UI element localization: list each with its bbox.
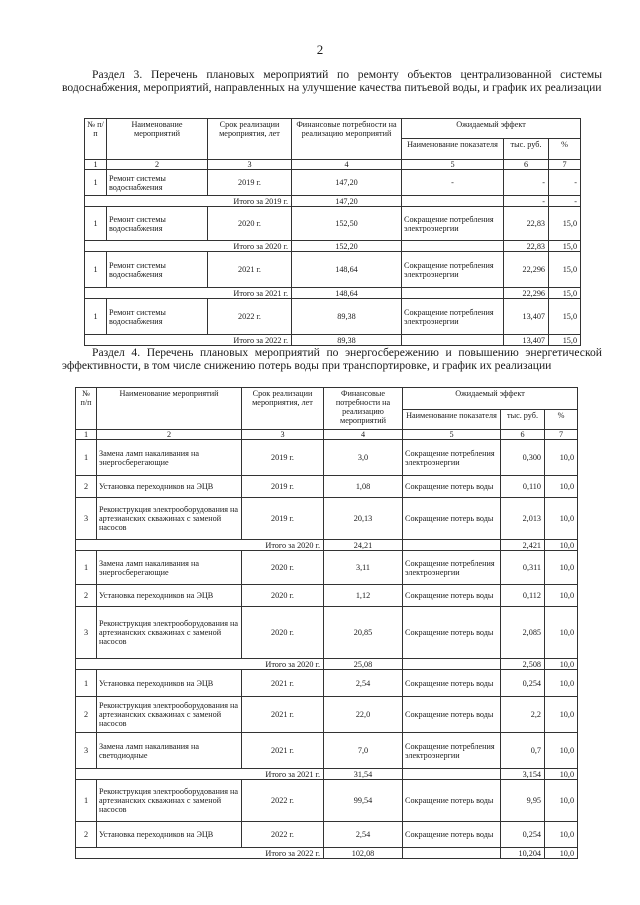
- column-number-row: [76, 430, 578, 440]
- measure-name: Ремонт системы водоснабжения: [107, 170, 208, 196]
- section3-heading-text: Раздел 3. Перечень плановых мероприятий по ремонту объектов централизованной системы водоснабжения, мероприятий, направленных на улучшение качества питьевой воды, и график их реализации: [62, 68, 602, 94]
- implementation-term: 2019 г.: [242, 440, 324, 476]
- header-name: Наименование мероприятий: [107, 119, 208, 160]
- total-blank: [403, 659, 501, 670]
- table-row: [76, 822, 578, 848]
- row-number: 2: [76, 476, 97, 498]
- total-row: [85, 241, 581, 252]
- total-percent: 15,0: [549, 241, 581, 252]
- total-label: Итого за 2020 г.: [76, 540, 324, 551]
- column-number-row: [85, 160, 581, 170]
- finance-amount: 148,64: [292, 252, 402, 288]
- effect-percent: 10,0: [545, 476, 578, 498]
- total-label: Итого за 2020 г.: [76, 659, 324, 670]
- effect-percent: 10,0: [545, 780, 578, 822]
- total-label: Итого за 2021 г.: [76, 769, 324, 780]
- finance-amount: 20,85: [324, 607, 403, 659]
- measure-name: Замена ламп накаливания на энергосберегающие: [97, 440, 242, 476]
- indicator-name: Сокращение потребления электроэнергии: [403, 551, 501, 585]
- measure-name: Реконструкция электрооборудования на артезианских скважинах с заменой насосов: [97, 780, 242, 822]
- column-number: 1: [85, 160, 107, 170]
- effect-thousand-rub: 13,407: [504, 299, 549, 335]
- indicator-name: Сокращение потерь воды: [403, 780, 501, 822]
- effect-thousand-rub: 0,254: [501, 822, 545, 848]
- total-row: [76, 659, 578, 670]
- effect-percent: 10,0: [545, 822, 578, 848]
- implementation-term: 2019 г.: [208, 170, 292, 196]
- total-blank: [403, 540, 501, 551]
- column-number: 7: [549, 160, 581, 170]
- indicator-name: Сокращение потребления электроэнергии: [402, 252, 504, 288]
- effect-thousand-rub: 22,83: [504, 207, 549, 241]
- finance-amount: 22,0: [324, 697, 403, 733]
- effect-percent: 10,0: [545, 733, 578, 769]
- total-finance: 31,54: [324, 769, 403, 780]
- total-row: [76, 540, 578, 551]
- column-number: 4: [324, 430, 403, 440]
- table-row: [76, 780, 578, 822]
- total-thousand-rub: 22,296: [504, 288, 549, 299]
- implementation-term: 2019 г.: [242, 498, 324, 540]
- table-row: [85, 207, 581, 241]
- total-finance: 24,21: [324, 540, 403, 551]
- total-thousand-rub: 2,508: [501, 659, 545, 670]
- indicator-name: Сокращение потребления электроэнергии: [403, 440, 501, 476]
- measure-name: Установка переходников на ЭЦВ: [97, 670, 242, 697]
- column-number: 3: [208, 160, 292, 170]
- total-finance: 147,20: [292, 196, 402, 207]
- total-percent: 15,0: [549, 335, 581, 346]
- indicator-name: Сокращение потерь воды: [403, 822, 501, 848]
- column-number: 2: [107, 160, 208, 170]
- total-row: [85, 196, 581, 207]
- total-row: [85, 335, 581, 346]
- effect-thousand-rub: 0,254: [501, 670, 545, 697]
- effect-percent: 10,0: [545, 551, 578, 585]
- total-finance: 148,64: [292, 288, 402, 299]
- total-blank: [402, 288, 504, 299]
- effect-percent: 15,0: [549, 299, 581, 335]
- section3-heading: [62, 68, 602, 94]
- table-row: [85, 252, 581, 288]
- effect-percent: 10,0: [545, 697, 578, 733]
- table-row: [76, 670, 578, 697]
- table-row: [76, 585, 578, 607]
- header-effect: Ожидаемый эффект: [403, 388, 578, 410]
- measure-name: Замена ламп накаливания на светодиодные: [97, 733, 242, 769]
- effect-thousand-rub: 0,7: [501, 733, 545, 769]
- finance-amount: 89,38: [292, 299, 402, 335]
- column-number: 7: [545, 430, 578, 440]
- row-number: 2: [76, 697, 97, 733]
- implementation-term: 2021 г.: [242, 733, 324, 769]
- indicator-name: -: [402, 170, 504, 196]
- indicator-name: Сокращение потребления электроэнергии: [402, 207, 504, 241]
- column-number: 6: [501, 430, 545, 440]
- finance-amount: 1,08: [324, 476, 403, 498]
- finance-amount: 3,0: [324, 440, 403, 476]
- effect-thousand-rub: 0,300: [501, 440, 545, 476]
- total-percent: 10,0: [545, 659, 578, 670]
- indicator-name: Сокращение потерь воды: [403, 670, 501, 697]
- finance-amount: 99,54: [324, 780, 403, 822]
- table-row: [85, 170, 581, 196]
- table-row: [76, 697, 578, 733]
- table-row: [76, 733, 578, 769]
- row-number: 1: [76, 780, 97, 822]
- effect-percent: 10,0: [545, 607, 578, 659]
- column-number: 6: [504, 160, 549, 170]
- page-number: 2: [316, 42, 324, 57]
- row-number: 1: [85, 299, 107, 335]
- column-number: 1: [76, 430, 97, 440]
- indicator-name: Сокращение потерь воды: [403, 607, 501, 659]
- effect-thousand-rub: 0,110: [501, 476, 545, 498]
- implementation-term: 2019 г.: [242, 476, 324, 498]
- row-number: 1: [85, 170, 107, 196]
- total-label: Итого за 2021 г.: [85, 288, 292, 299]
- table-row: [76, 476, 578, 498]
- total-thousand-rub: 13,407: [504, 335, 549, 346]
- total-label: Итого за 2022 г.: [76, 848, 324, 859]
- indicator-name: Сокращение потребления электроэнергии: [402, 299, 504, 335]
- section4-heading-text: Раздел 4. Перечень плановых мероприятий по энергосбережению и повышению энергетической эффективности, в том числе снижению потерь воды при транспортировке, и график их реализации: [62, 346, 602, 372]
- total-finance: 25,08: [324, 659, 403, 670]
- column-number: 2: [97, 430, 242, 440]
- total-percent: 10,0: [545, 848, 578, 859]
- measure-name: Ремонт системы водоснабжения: [107, 207, 208, 241]
- row-number: 1: [76, 551, 97, 585]
- total-blank: [402, 241, 504, 252]
- measure-name: Реконструкция электрооборудования на артезианских скважинах с заменой насосов: [97, 498, 242, 540]
- total-thousand-rub: -: [504, 196, 549, 207]
- row-number: 1: [85, 207, 107, 241]
- effect-thousand-rub: 2,2: [501, 697, 545, 733]
- header-finance: Финансовые потребности на реализацию мероприятий: [292, 119, 402, 160]
- total-percent: 10,0: [545, 769, 578, 780]
- implementation-term: 2022 г.: [208, 299, 292, 335]
- header-name: Наименование мероприятий: [97, 388, 242, 430]
- section4-table: [75, 387, 578, 859]
- total-finance: 89,38: [292, 335, 402, 346]
- effect-percent: 10,0: [545, 585, 578, 607]
- total-thousand-rub: 2,421: [501, 540, 545, 551]
- total-thousand-rub: 10,204: [501, 848, 545, 859]
- effect-thousand-rub: 0,112: [501, 585, 545, 607]
- measure-name: Установка переходников на ЭЦВ: [97, 476, 242, 498]
- total-thousand-rub: 3,154: [501, 769, 545, 780]
- indicator-name: Сокращение потерь воды: [403, 697, 501, 733]
- finance-amount: 2,54: [324, 670, 403, 697]
- finance-amount: 1,12: [324, 585, 403, 607]
- effect-thousand-rub: 2,085: [501, 607, 545, 659]
- effect-thousand-rub: 22,296: [504, 252, 549, 288]
- section3-table: [84, 118, 581, 346]
- indicator-name: Сокращение потерь воды: [403, 476, 501, 498]
- effect-thousand-rub: -: [504, 170, 549, 196]
- finance-amount: 3,11: [324, 551, 403, 585]
- header-effect: Ожидаемый эффект: [402, 119, 581, 139]
- implementation-term: 2020 г.: [242, 551, 324, 585]
- column-number: 3: [242, 430, 324, 440]
- measure-name: Замена ламп накаливания на энергосберегающие: [97, 551, 242, 585]
- total-finance: 152,20: [292, 241, 402, 252]
- total-percent: -: [549, 196, 581, 207]
- header-indicator: Наименование показателя: [403, 410, 501, 430]
- finance-amount: 2,54: [324, 822, 403, 848]
- column-number: 4: [292, 160, 402, 170]
- effect-percent: -: [549, 170, 581, 196]
- total-finance: 102,08: [324, 848, 403, 859]
- implementation-term: 2020 г.: [242, 607, 324, 659]
- implementation-term: 2020 г.: [242, 585, 324, 607]
- header-num: № п/п: [85, 119, 107, 160]
- table-row: [76, 607, 578, 659]
- finance-amount: 7,0: [324, 733, 403, 769]
- indicator-name: Сокращение потребления электроэнергии: [403, 733, 501, 769]
- table-row: [76, 498, 578, 540]
- effect-thousand-rub: 0,311: [501, 551, 545, 585]
- implementation-term: 2021 г.: [242, 670, 324, 697]
- implementation-term: 2022 г.: [242, 780, 324, 822]
- finance-amount: 147,20: [292, 170, 402, 196]
- effect-thousand-rub: 2,013: [501, 498, 545, 540]
- finance-amount: 20,13: [324, 498, 403, 540]
- effect-percent: 15,0: [549, 252, 581, 288]
- indicator-name: Сокращение потерь воды: [403, 585, 501, 607]
- row-number: 3: [76, 733, 97, 769]
- header-pct: %: [545, 410, 578, 430]
- total-row: [76, 848, 578, 859]
- row-number: 3: [76, 607, 97, 659]
- row-number: 1: [85, 252, 107, 288]
- header-num: № п/п: [76, 388, 97, 430]
- measure-name: Ремонт системы водоснабжения: [107, 252, 208, 288]
- header-term: Срок реализации мероприятия, лет: [208, 119, 292, 160]
- row-number: 2: [76, 822, 97, 848]
- table-row: [85, 299, 581, 335]
- finance-amount: 152,50: [292, 207, 402, 241]
- header-finance: Финансовые потребности на реализацию мероприятий: [324, 388, 403, 430]
- measure-name: Реконструкция электрооборудования на артезианских скважинах с заменой насосов: [97, 607, 242, 659]
- total-label: Итого за 2020 г.: [85, 241, 292, 252]
- effect-percent: 10,0: [545, 670, 578, 697]
- total-label: Итого за 2019 г.: [85, 196, 292, 207]
- row-number: 2: [76, 585, 97, 607]
- measure-name: Установка переходников на ЭЦВ: [97, 822, 242, 848]
- total-percent: 10,0: [545, 540, 578, 551]
- implementation-term: 2020 г.: [208, 207, 292, 241]
- effect-percent: 15,0: [549, 207, 581, 241]
- header-pct: %: [549, 139, 581, 160]
- section4-heading: [62, 346, 602, 372]
- total-blank: [402, 196, 504, 207]
- total-label: Итого за 2022 г.: [85, 335, 292, 346]
- implementation-term: 2021 г.: [208, 252, 292, 288]
- column-number: 5: [403, 430, 501, 440]
- total-blank: [403, 848, 501, 859]
- total-blank: [402, 335, 504, 346]
- indicator-name: Сокращение потерь воды: [403, 498, 501, 540]
- header-term: Срок реализации мероприятия, лет: [242, 388, 324, 430]
- total-row: [85, 288, 581, 299]
- effect-thousand-rub: 9,95: [501, 780, 545, 822]
- row-number: 3: [76, 498, 97, 540]
- implementation-term: 2022 г.: [242, 822, 324, 848]
- measure-name: Установка переходников на ЭЦВ: [97, 585, 242, 607]
- row-number: 1: [76, 440, 97, 476]
- measure-name: Ремонт системы водоснабжения: [107, 299, 208, 335]
- total-row: [76, 769, 578, 780]
- total-thousand-rub: 22,83: [504, 241, 549, 252]
- implementation-term: 2021 г.: [242, 697, 324, 733]
- effect-percent: 10,0: [545, 498, 578, 540]
- header-indicator: Наименование показателя: [402, 139, 504, 160]
- total-percent: 15,0: [549, 288, 581, 299]
- measure-name: Реконструкция электрооборудования на артезианских скважинах с заменой насосов: [97, 697, 242, 733]
- total-blank: [403, 769, 501, 780]
- row-number: 1: [76, 670, 97, 697]
- table-row: [76, 440, 578, 476]
- table-row: [76, 551, 578, 585]
- header-thous: тыс. руб.: [501, 410, 545, 430]
- effect-percent: 10,0: [545, 440, 578, 476]
- column-number: 5: [402, 160, 504, 170]
- header-thous: тыс. руб.: [504, 139, 549, 160]
